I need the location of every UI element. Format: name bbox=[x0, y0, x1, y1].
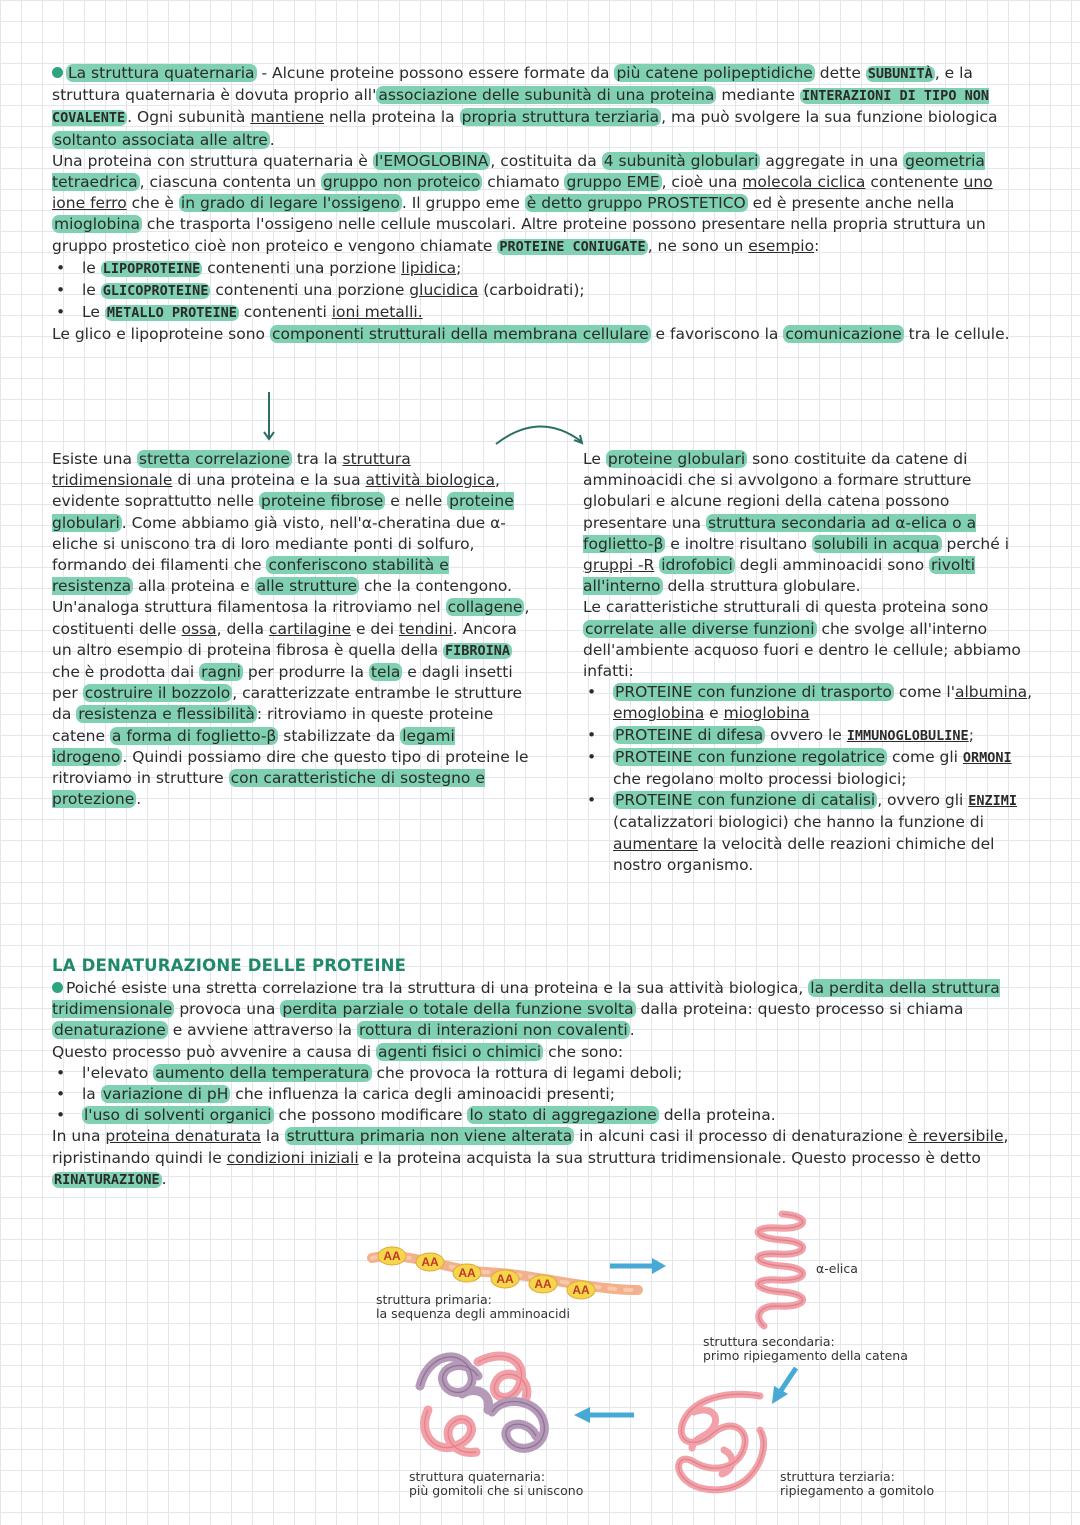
tertiary-structure bbox=[664, 1386, 780, 1500]
hl-text: GLICOPROTEINE bbox=[102, 283, 209, 300]
text: ovvero le bbox=[765, 725, 847, 744]
underlined-text: ioni metalli. bbox=[331, 303, 423, 322]
paragraph-renaturation bbox=[52, 1126, 1030, 1191]
hl-text: solubili in acqua bbox=[813, 534, 940, 553]
text: (catalizzatori biologici) che hanno la funzione di bbox=[613, 813, 984, 832]
underlined-text: IMMUNOGLOBULINE bbox=[846, 727, 969, 744]
text: tra le cellule. bbox=[903, 325, 1010, 344]
hl-text: ragni bbox=[201, 663, 241, 682]
text: dette bbox=[814, 64, 866, 82]
hl-text: proteine fibrose bbox=[261, 492, 384, 511]
caption-secondary bbox=[703, 1335, 908, 1363]
text: l'elevato bbox=[82, 1063, 154, 1082]
text: . bbox=[161, 1169, 167, 1188]
curved-arrow-icon bbox=[492, 418, 592, 448]
underlined-text: emoglobina bbox=[613, 704, 705, 723]
hl-text: PROTEINE con funzione regolatrice bbox=[615, 747, 886, 766]
text: tra la bbox=[291, 450, 343, 468]
text: , ne sono un bbox=[647, 236, 749, 255]
text: degli amminoacidi sono bbox=[734, 556, 930, 575]
list-item bbox=[52, 258, 1030, 280]
hl-text: SUBUNITÀ bbox=[867, 66, 933, 82]
hl-text: PROTEINE con funzione di catalisi bbox=[615, 791, 876, 810]
caption-desc: la sequenza degli amminoacidi bbox=[376, 1306, 570, 1321]
caption-desc: primo ripiegamento della catena bbox=[703, 1348, 908, 1363]
hl-text: comunicazione bbox=[785, 325, 902, 344]
caption-quaternary bbox=[409, 1470, 583, 1498]
text: (carboidrati); bbox=[478, 281, 585, 300]
aa-label: AA bbox=[534, 1277, 552, 1291]
text: le bbox=[82, 281, 101, 300]
list-item bbox=[583, 747, 1033, 790]
text: ; bbox=[456, 258, 462, 277]
text: contenenti una porzione bbox=[202, 258, 402, 277]
aa-bubble bbox=[491, 1270, 519, 1288]
paragraph-denaturation bbox=[52, 978, 1030, 1042]
right-column-globular bbox=[583, 449, 1033, 876]
text: In una bbox=[52, 1127, 106, 1146]
text: e inoltre risultano bbox=[665, 534, 812, 553]
list-item bbox=[52, 280, 1030, 302]
text: Questo processo può avvenire a causa di bbox=[52, 1042, 377, 1061]
text: Le caratteristiche strutturali di questa proteina sono bbox=[583, 598, 989, 617]
paragraph-hemoglobin bbox=[52, 151, 1030, 258]
quaternary-structure bbox=[408, 1340, 568, 1464]
text: e favoriscono la bbox=[650, 325, 784, 344]
hl-text: tela bbox=[370, 663, 401, 682]
hl-text: costruire il bozzolo bbox=[84, 684, 231, 703]
aa-label: AA bbox=[383, 1249, 401, 1263]
hl-text: è detto gruppo PROSTETICO bbox=[526, 194, 746, 213]
hl-text: rottura di interazioni non covalenti bbox=[358, 1021, 628, 1040]
underlined-text: struttura tridimensionale bbox=[52, 450, 411, 490]
underlined-text: è reversibile bbox=[908, 1127, 1004, 1146]
text: . Ogni subunità bbox=[127, 108, 251, 127]
hl-text: stretta correlazione bbox=[138, 450, 290, 468]
text: . bbox=[269, 130, 275, 149]
hl-text: idrofobici bbox=[661, 556, 733, 575]
paragraph-quaternary-intro bbox=[52, 63, 1030, 151]
aa-bubble bbox=[378, 1247, 406, 1265]
text: dalla proteina: questo processo si chiama bbox=[635, 1000, 964, 1019]
denaturing-agents-list bbox=[52, 1063, 1030, 1127]
hl-text: aumento della temperatura bbox=[155, 1063, 370, 1082]
caption-title: struttura terziaria: bbox=[780, 1469, 895, 1484]
text: contenenti bbox=[238, 303, 332, 322]
text: , evidente soprattutto nelle bbox=[52, 471, 500, 511]
aa-label: AA bbox=[496, 1272, 514, 1286]
section-denaturation bbox=[52, 978, 1030, 1191]
paragraph-globular bbox=[583, 449, 1033, 597]
text: provoca una bbox=[174, 1000, 281, 1019]
text: che influenza la carica degli aminoacidi presenti; bbox=[230, 1085, 615, 1104]
aa-bubble bbox=[453, 1264, 481, 1282]
hl-text: legami idrogeno bbox=[52, 726, 455, 766]
text: che la contengono. bbox=[359, 577, 513, 596]
text: e la proteina acquista la sua struttura tridimensionale. Questo processo è detto bbox=[358, 1148, 981, 1167]
list-item bbox=[52, 1105, 1030, 1126]
text: ; bbox=[968, 725, 974, 744]
aa-bubble bbox=[567, 1281, 595, 1299]
text: la bbox=[260, 1127, 285, 1146]
text: Le bbox=[583, 450, 606, 468]
text: che è bbox=[126, 194, 179, 213]
text: , bbox=[1027, 683, 1033, 702]
hl-text: rivolti all'interno bbox=[583, 556, 976, 596]
underlined-text: ENZIMI bbox=[968, 793, 1018, 810]
text: e bbox=[704, 704, 724, 723]
list-item bbox=[52, 302, 1030, 324]
caption-desc: ripiegamento a gomitolo bbox=[780, 1483, 935, 1498]
hl-text: perdita parziale o totale della funzione svolta bbox=[282, 1000, 634, 1019]
hl-text: INTERAZIONI DI TIPO NON COVALENTE bbox=[52, 88, 989, 127]
hl-text: associazione delle subunità di una proteina bbox=[378, 86, 715, 105]
text: nella proteina la bbox=[324, 108, 460, 127]
text: e dei bbox=[351, 619, 400, 638]
aa-label: AA bbox=[458, 1266, 476, 1280]
text: perché i bbox=[941, 534, 1009, 553]
text: . Ancora un altro esempio di proteina fibrosa è quella della bbox=[52, 619, 517, 659]
down-arrow-icon bbox=[260, 392, 280, 444]
text: Le bbox=[82, 303, 105, 322]
hl-text: l'EMOGLOBINA bbox=[374, 151, 489, 170]
hl-text: PROTEINE CONIUGATE bbox=[499, 238, 646, 255]
text: sono costituite da catene di amminoacidi che si avvolgono a formare strutture globulari e alcune regioni della catena possono presentare una bbox=[583, 450, 972, 532]
hl-text: correlate alle diverse funzioni bbox=[585, 619, 815, 638]
hl-text: proteine globulari bbox=[607, 450, 746, 468]
hl-text: LIPOPROTEINE bbox=[102, 260, 201, 277]
hl-text: 4 subunità globulari bbox=[603, 151, 759, 170]
hl-text: in grado di legare l'ossigeno bbox=[180, 194, 400, 213]
underlined-text: uno ione ferro bbox=[52, 173, 993, 213]
text: alla proteina e bbox=[133, 577, 255, 596]
hl-text: RINATURAZIONE bbox=[54, 1171, 160, 1188]
hl-text: l'uso di solventi organici bbox=[84, 1106, 272, 1125]
protein-functions-list bbox=[583, 682, 1033, 876]
underlined-text: ossa bbox=[181, 619, 217, 638]
title-quaternary: La struttura quaternaria bbox=[68, 64, 255, 82]
text: Un'analoga struttura filamentosa la ritroviamo nel bbox=[52, 598, 446, 617]
text: . bbox=[629, 1021, 635, 1040]
underlined-text: albumina bbox=[954, 683, 1028, 702]
section-heading-denaturation: LA DENATURAZIONE DELLE PROTEINE bbox=[52, 956, 407, 975]
caption-primary bbox=[376, 1293, 570, 1321]
text: e dagli insetti per bbox=[52, 663, 513, 703]
section-quaternary-structure bbox=[52, 63, 1030, 346]
text: , costituita da bbox=[490, 151, 602, 170]
underlined-text: molecola ciclica bbox=[742, 173, 866, 192]
text: e avviene attraverso la bbox=[167, 1021, 357, 1040]
conjugated-proteins-list bbox=[52, 258, 1030, 325]
underlined-text: esempio bbox=[748, 236, 815, 255]
underlined-text: mioglobina bbox=[723, 704, 810, 723]
text: : bbox=[814, 236, 820, 255]
underlined-text: condizioni iniziali bbox=[226, 1148, 359, 1167]
list-item bbox=[583, 790, 1033, 876]
hl-text: conferiscono stabilità e resistenza bbox=[52, 556, 449, 596]
hl-text: denaturazione bbox=[54, 1021, 166, 1040]
text: Le glico e lipoproteine sono bbox=[52, 325, 270, 344]
text: , ciascuna contenta un bbox=[139, 173, 321, 192]
hl-text: PROTEINE con funzione di trasporto bbox=[615, 683, 892, 702]
text: aggregate in una bbox=[760, 151, 904, 170]
caption-title: struttura secondaria: bbox=[703, 1334, 835, 1349]
text: , ma può svolgere la sua funzione biologica bbox=[661, 108, 998, 127]
text: le bbox=[82, 258, 101, 277]
hl-text: soltanto associata alle altre bbox=[54, 130, 268, 149]
hl-text: struttura primaria non viene alterata bbox=[286, 1127, 573, 1146]
text: , cioè una bbox=[661, 173, 743, 192]
text: , caratterizzate entrambe le strutture da bbox=[52, 684, 523, 724]
hl-text: gruppo non proteico bbox=[322, 173, 481, 192]
text: che provoca la rottura di legami deboli; bbox=[371, 1063, 683, 1082]
hl-text: propria struttura terziaria bbox=[461, 108, 660, 127]
underlined-text: attività biologica bbox=[365, 471, 496, 490]
text: come l' bbox=[893, 683, 955, 702]
caption-title: struttura quaternaria: bbox=[409, 1469, 546, 1484]
underlined-text: glucidica bbox=[409, 281, 479, 300]
hl-text: collagene bbox=[447, 598, 523, 617]
alpha-helix bbox=[742, 1208, 812, 1332]
text: stabilizzate da bbox=[278, 726, 401, 745]
text: che svolge all'interno dell'ambiente acquoso fuori e dentro le cellule; abbiamo infatti: bbox=[583, 619, 1021, 681]
left-column-fibrous bbox=[52, 449, 530, 810]
text: di una proteina e la sua bbox=[172, 471, 366, 490]
list-item bbox=[583, 682, 1033, 724]
underlined-text: ORMONI bbox=[962, 749, 1012, 766]
underlined-text: lipidica bbox=[401, 258, 457, 277]
text: , della bbox=[216, 619, 269, 638]
text: della struttura globulare. bbox=[662, 577, 861, 596]
text: che possono modificare bbox=[273, 1106, 468, 1125]
bullet-icon bbox=[52, 67, 63, 78]
text: che è prodotta dai bbox=[52, 663, 200, 682]
text: Esiste una bbox=[52, 450, 137, 468]
text: , ovvero gli bbox=[877, 791, 969, 810]
paragraph-fibrous bbox=[52, 449, 530, 597]
text: e nelle bbox=[385, 492, 448, 511]
hl-text: agenti fisici o chimici bbox=[378, 1042, 542, 1061]
text: , ripristinando quindi le bbox=[52, 1127, 1009, 1167]
paragraph-membrane bbox=[52, 324, 1030, 345]
hl-text: struttura secondaria ad α-elica o a foglietto-β bbox=[583, 513, 977, 553]
hl-text: lo stato di aggregazione bbox=[469, 1106, 657, 1125]
caption-desc: più gomitoli che si uniscono bbox=[409, 1483, 584, 1498]
text: della proteina. bbox=[658, 1106, 776, 1125]
text: che sono: bbox=[543, 1042, 624, 1061]
text: chiamato bbox=[482, 173, 565, 192]
hl-text: PROTEINE di difesa bbox=[615, 725, 764, 744]
text: , e la struttura quaternaria è dovuta proprio all' bbox=[52, 64, 973, 105]
hl-text: proteine globulari bbox=[52, 492, 514, 532]
hl-text: a forma di foglietto-β bbox=[111, 726, 277, 745]
text: come gli bbox=[887, 747, 963, 766]
hl-text: METALLO PROTEINE bbox=[106, 305, 237, 322]
paragraph-collagen bbox=[52, 597, 530, 810]
hl-text: mioglobina bbox=[54, 215, 140, 234]
underlined-text: tendini bbox=[399, 619, 453, 638]
text: . Come abbiamo già visto, nell'α-cheratina due α-eliche si uniscono tra di loro mediante ponti di solfuro, formando dei filamenti che bbox=[52, 513, 506, 575]
text: che regolano molto processi biologici; bbox=[613, 770, 907, 789]
underlined-text: gruppi -R bbox=[583, 556, 655, 575]
text: per produrre la bbox=[242, 663, 369, 682]
list-item bbox=[52, 1084, 1030, 1105]
text: ed è presente anche nella bbox=[747, 194, 955, 213]
text: mediante bbox=[716, 86, 801, 105]
text: la bbox=[82, 1085, 101, 1104]
aa-label: AA bbox=[572, 1283, 590, 1297]
bullet-icon bbox=[52, 982, 63, 993]
underlined-text: aumentare bbox=[613, 834, 698, 853]
hl-text: componenti strutturali della membrana cellulare bbox=[271, 325, 649, 344]
hl-text: geometria tetraedrica bbox=[52, 151, 985, 192]
text: . bbox=[136, 790, 142, 809]
alpha-helix-label: α-elica bbox=[816, 1261, 858, 1276]
aa-label: AA bbox=[421, 1255, 439, 1269]
hl-text: la perdita della struttura tridimensionale bbox=[52, 979, 1000, 1019]
hl-text: con caratteristiche di sostegno e protezione bbox=[52, 769, 485, 809]
text: - Alcune proteine possono essere formate da bbox=[256, 64, 615, 82]
hl-text: variazione di pH bbox=[102, 1085, 229, 1104]
text: Una proteina con struttura quaternaria è bbox=[52, 151, 373, 170]
arrow-right-icon bbox=[608, 1256, 668, 1276]
hl-text: alle strutture bbox=[256, 577, 358, 596]
list-item bbox=[583, 725, 1033, 747]
text: contenenti una porzione bbox=[210, 281, 410, 300]
text: Poiché esiste una stretta correlazione tra la struttura di una proteina e la sua attività biologica, bbox=[66, 979, 809, 997]
hl-text: più catene polipeptidiche bbox=[616, 64, 813, 82]
hl-text: gruppo EME bbox=[566, 173, 660, 192]
list-item bbox=[52, 1063, 1030, 1084]
text: . Quindi possiamo dire che questo tipo di proteine le ritroviamo in strutture bbox=[52, 747, 529, 788]
text: contenente bbox=[865, 173, 964, 192]
text: , costituenti delle bbox=[52, 598, 530, 638]
underlined-text: mantiene bbox=[250, 108, 325, 127]
text: che trasporta l'ossigeno nelle cellule muscolari. Altre proteine possono presentare nella propria struttura un gruppo prostetico cioè non proteico e vengono chiamate bbox=[52, 215, 986, 255]
text: la velocità delle reazioni chimiche del nostro organismo. bbox=[613, 834, 995, 874]
arrow-left-icon bbox=[572, 1405, 636, 1425]
text: in alcuni casi il processo di denaturazione bbox=[574, 1127, 909, 1146]
aa-bubble bbox=[416, 1253, 444, 1271]
text: : ritroviamo in queste proteine catene bbox=[52, 705, 494, 745]
caption-tertiary bbox=[780, 1470, 934, 1498]
underlined-text: proteina denaturata bbox=[105, 1127, 261, 1146]
paragraph-agents bbox=[52, 1042, 1030, 1063]
caption-title: struttura primaria: bbox=[376, 1292, 492, 1307]
underlined-text: cartilagine bbox=[268, 619, 352, 638]
hl-text: resistenza e flessibilità bbox=[78, 705, 255, 724]
paragraph-functions bbox=[583, 597, 1033, 682]
hl-text: FIBROINA bbox=[445, 642, 511, 659]
aa-bubble bbox=[529, 1275, 557, 1293]
text: . Il gruppo eme bbox=[401, 194, 525, 213]
